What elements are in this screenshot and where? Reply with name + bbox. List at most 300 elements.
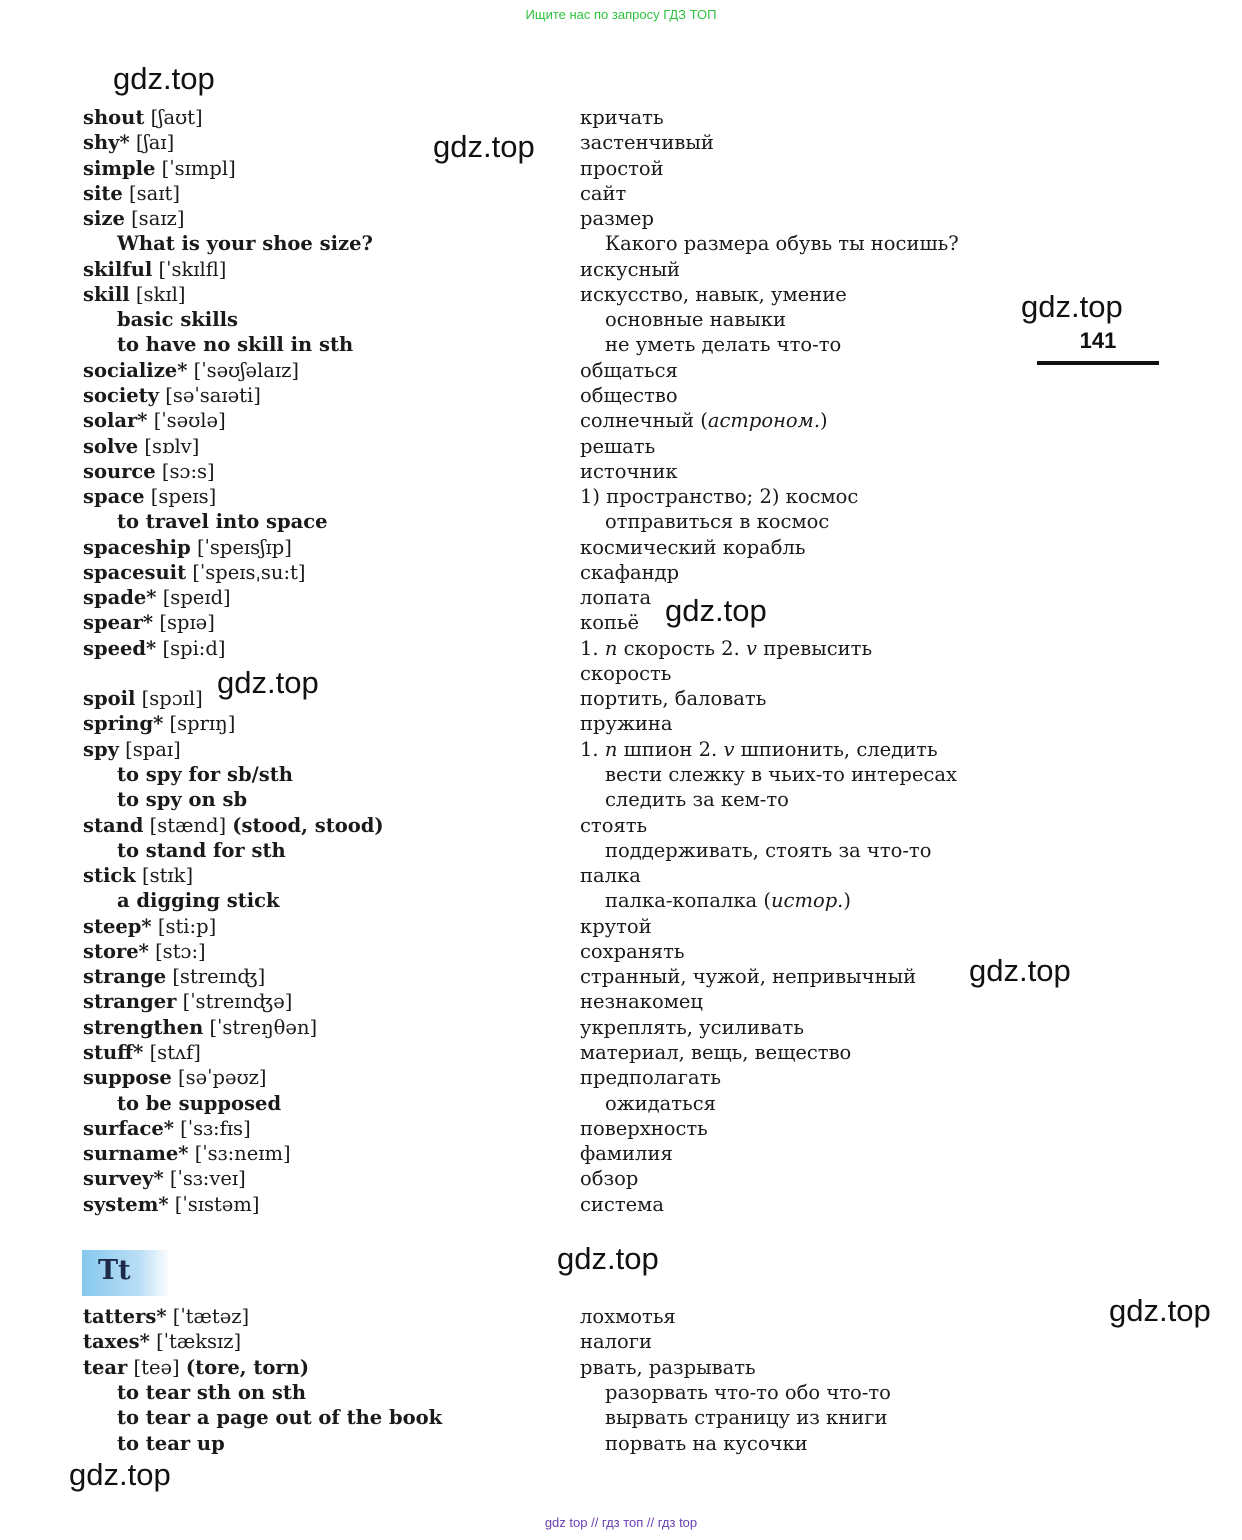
english-term (83, 408, 226, 433)
translation-text: кричать (580, 106, 664, 129)
entry-row (0, 105, 1242, 130)
entry-row (0, 813, 1242, 838)
entry-row (0, 711, 1242, 736)
english-term (83, 636, 225, 661)
transcription: [streɪnʤ] (172, 965, 266, 989)
english-term (83, 1141, 291, 1166)
headword: spring* (83, 712, 164, 736)
english-term (117, 307, 238, 332)
usage-label: истор. (770, 889, 844, 913)
translation-text: не уметь делать что-то (605, 333, 842, 357)
english-term (83, 1015, 317, 1040)
headword: to be supposed (117, 1091, 282, 1115)
entry-row (0, 1355, 1242, 1380)
russian-translation (580, 1040, 851, 1065)
russian-translation (580, 282, 847, 307)
section-header-t (82, 1250, 170, 1296)
watermark: gdz.top (217, 665, 319, 700)
english-term (83, 560, 306, 585)
headword: stuff* (83, 1040, 144, 1064)
transcription: [ˈsɪstəm] (174, 1192, 260, 1216)
russian-translation (580, 585, 651, 610)
headword: solar* (83, 409, 148, 433)
entry-row (0, 535, 1242, 560)
english-term (83, 964, 265, 989)
entry-row (0, 863, 1242, 888)
translation-text: решать (580, 434, 656, 458)
russian-translation (605, 1091, 716, 1116)
english-term (117, 231, 373, 256)
headword: to tear a page out of the book (117, 1406, 443, 1430)
english-term (83, 863, 193, 888)
russian-translation (580, 105, 664, 130)
headword: strengthen (83, 1015, 204, 1039)
page-number: 141 (1079, 328, 1117, 353)
entry-row (0, 964, 1242, 989)
headword: to tear sth on sth (117, 1380, 307, 1404)
headword: basic skills (117, 308, 239, 332)
translation-text: общество (580, 383, 678, 407)
entry-row (0, 408, 1242, 433)
entry-row (0, 686, 1242, 711)
headword: simple (83, 156, 156, 180)
transcription: [ˈtætəz] (172, 1305, 250, 1328)
english-term (83, 585, 231, 610)
english-term (83, 939, 206, 964)
english-term (83, 1166, 246, 1191)
english-term (83, 434, 199, 459)
headword: spade* (83, 586, 157, 610)
headword: to travel into space (117, 510, 328, 534)
headword: space (83, 485, 145, 509)
headword: steep* (83, 914, 152, 938)
russian-translation (580, 383, 678, 408)
headword: spaceship (83, 535, 191, 559)
transcription: [ʃaɪ] (135, 131, 175, 155)
english-term (83, 206, 184, 231)
english-term (83, 610, 215, 635)
translation-text: материал, вещь, вещество (580, 1040, 852, 1064)
headword: shy* (83, 131, 130, 155)
english-term (83, 686, 203, 711)
watermark: gdz.top (665, 593, 767, 628)
russian-translation: солнечный (астроном.) (580, 409, 828, 433)
russian-translation (580, 1329, 652, 1354)
russian-translation (580, 459, 678, 484)
translation-text: источник (580, 459, 678, 483)
transcription: [ˈtæksɪz] (156, 1330, 242, 1354)
english-term (83, 282, 185, 307)
russian-translation (580, 1116, 708, 1141)
headword: suppose (83, 1066, 172, 1090)
entry-row (0, 762, 1242, 787)
transcription: [stɔ:] (155, 939, 206, 963)
russian-translation (580, 434, 655, 459)
translation-text: поддерживать, стоять за что-то (605, 838, 932, 862)
transcription: [ˈsɜ:fɪs] (180, 1116, 251, 1140)
headword: spear* (83, 611, 154, 635)
translation-text: 1. (580, 737, 605, 761)
part-of-speech: v (745, 636, 758, 660)
russian-translation (605, 509, 829, 534)
headword: socialize* (83, 358, 188, 382)
english-term (83, 914, 216, 939)
russian-translation (605, 332, 841, 357)
translation-text: поверхность (580, 1116, 708, 1140)
russian-translation (580, 130, 714, 155)
russian-translation (605, 787, 789, 812)
headword: source (83, 459, 156, 483)
russian-translation (580, 1015, 804, 1040)
english-term (83, 535, 292, 560)
entry-row (0, 737, 1242, 762)
headword: system* (83, 1192, 169, 1216)
russian-translation (580, 1065, 721, 1090)
transcription: [ˈsəʊlə] (153, 409, 226, 433)
transcription: [ˈstreŋθən] (209, 1015, 318, 1039)
entry-row (0, 1166, 1242, 1191)
english-term (117, 1431, 225, 1456)
russian-translation (580, 358, 678, 383)
headword: store* (83, 939, 149, 963)
transcription: [spi:d] (162, 636, 226, 660)
translation-text: искусство, навык, умение (580, 282, 847, 306)
russian-translation (580, 914, 652, 939)
headword: a digging stick (117, 889, 280, 913)
transcription: [sti:p] (157, 914, 217, 938)
english-term (117, 1380, 306, 1405)
translation-text: порвать на кусочки (605, 1431, 808, 1455)
translation-text: система (580, 1192, 664, 1216)
headword: skilful (83, 257, 153, 281)
russian-translation (580, 737, 938, 762)
headword: skill (83, 282, 130, 306)
russian-translation (605, 762, 957, 787)
translation-text: скорость (580, 661, 672, 685)
transcription: [ˈskɪlfl] (158, 257, 227, 281)
entry-row (0, 1065, 1242, 1090)
transcription: [stʌf] (149, 1040, 201, 1064)
translation-text: портить, баловать (580, 687, 767, 711)
english-term (83, 1040, 201, 1065)
english-term (83, 1355, 309, 1380)
english-term (83, 484, 216, 509)
russian-translation (580, 1141, 673, 1166)
headword: solve (83, 434, 139, 458)
entry-row (0, 332, 1242, 357)
watermark: gdz.top (969, 953, 1071, 988)
russian-translation (580, 989, 703, 1014)
translation-text: 1) пространство; 2) космос (580, 485, 859, 509)
transcription: [ˈspeɪsʃɪp] (196, 535, 292, 559)
translation-text: сохранять (580, 939, 685, 963)
entry-row (0, 888, 1242, 913)
russian-translation (580, 484, 858, 509)
transcription: [ˈsɪmpl] (161, 156, 236, 180)
transcription: [skɪl] (135, 282, 186, 306)
russian-translation (580, 1166, 638, 1191)
english-term (83, 105, 203, 130)
part-of-speech: v (723, 737, 735, 761)
part-of-speech: n (604, 737, 618, 761)
translation-text: палка (580, 864, 641, 888)
transcription: [ˈsɜ:neɪm] (194, 1142, 291, 1166)
transcription: [ʃaʊt] (150, 106, 203, 129)
translation-text: шпион 2. (617, 737, 724, 761)
headword: survey* (83, 1167, 164, 1191)
english-term (117, 1091, 281, 1116)
translation-text: пружина (580, 712, 673, 736)
transcription: [spaɪ] (125, 737, 181, 761)
entry-row (0, 636, 1242, 661)
headword: to spy on sb (117, 788, 248, 812)
headword: to spy for sb/sth (117, 763, 293, 787)
transcription: [ˈsɜ:veɪ] (169, 1167, 246, 1191)
english-term (117, 1405, 442, 1430)
entry-row (0, 257, 1242, 282)
section-letter: Tt (98, 1255, 131, 1286)
translation-text: солнечный (580, 409, 694, 433)
translation-text: разорвать что-то обо что-то (605, 1380, 891, 1404)
footer-links[interactable]: gdz top // гдз топ // гдз top (544, 1515, 698, 1530)
english-term (83, 257, 226, 282)
translation-text: вести слежку в чьих-то интересах (605, 763, 957, 787)
watermark: gdz.top (1021, 289, 1123, 324)
english-term (83, 989, 292, 1014)
translation-text: застенчивый (580, 131, 714, 155)
translation-text: основные навыки (605, 308, 786, 332)
translation-text: стоять (580, 813, 648, 837)
headword: site (83, 181, 123, 205)
transcription: [sprɪŋ] (169, 712, 236, 736)
translation-text: скафандр (580, 560, 680, 584)
entry-row (0, 989, 1242, 1014)
entry-row (0, 383, 1242, 408)
headword: spacesuit (83, 560, 187, 584)
russian-translation (580, 964, 916, 989)
english-term (83, 1329, 241, 1354)
headword: surface* (83, 1116, 174, 1140)
headword: shout (83, 106, 145, 129)
russian-translation (580, 610, 639, 635)
entry-row (0, 787, 1242, 812)
entry-row (0, 1329, 1242, 1354)
translation-text: следить за кем-то (605, 788, 789, 812)
english-term (117, 838, 286, 863)
russian-translation: палка-копалка (истор.) (605, 889, 851, 913)
headword: stick (83, 864, 136, 888)
russian-translation (580, 206, 654, 231)
english-term (117, 332, 353, 357)
russian-translation (580, 257, 680, 282)
entry-row (0, 1015, 1242, 1040)
entry-row (0, 610, 1242, 635)
english-term (83, 1116, 251, 1141)
headword: strange (83, 965, 167, 989)
russian-translation (580, 181, 626, 206)
transcription: [speɪs] (150, 485, 217, 509)
russian-translation (605, 307, 786, 332)
russian-translation (605, 231, 959, 256)
entry-row (0, 156, 1242, 181)
headword: spoil (83, 687, 136, 711)
translation-text: превысить (757, 636, 873, 660)
verb-forms: (stood, stood) (232, 813, 384, 837)
russian-translation (580, 863, 641, 888)
translation-text: искусный (580, 257, 681, 281)
translation-text: предполагать (580, 1066, 722, 1090)
entry-row (0, 282, 1242, 307)
translation-text: укреплять, усиливать (580, 1015, 804, 1039)
entry-row (0, 1040, 1242, 1065)
entry-row (0, 1380, 1242, 1405)
entry-row (0, 661, 1242, 686)
watermark: gdz.top (113, 61, 215, 96)
russian-translation (580, 939, 684, 964)
translation-text: вырвать страницу из книги (605, 1406, 888, 1430)
translation-text: крутой (580, 914, 652, 938)
translation-text: Какого размера обувь ты носишь? (605, 232, 959, 256)
entry-row (0, 206, 1242, 231)
entry-row (0, 1405, 1242, 1430)
entry-row (0, 1091, 1242, 1116)
watermark: gdz.top (69, 1457, 171, 1492)
english-term (83, 130, 174, 155)
promo-banner[interactable]: Ищите нас по запросу ГДЗ ТОП (525, 7, 717, 22)
translation-text: шпионить, следить (734, 737, 938, 761)
headword: to tear up (117, 1431, 225, 1455)
transcription: [stænd] (149, 813, 227, 837)
entry-row (0, 231, 1242, 256)
headword: stranger (83, 990, 177, 1014)
part-of-speech: n (604, 636, 618, 660)
translation-text: обзор (580, 1167, 639, 1191)
transcription: [saɪz] (131, 207, 185, 231)
english-term (83, 737, 181, 762)
translation-text: лохмотья (580, 1305, 676, 1328)
headword: society (83, 383, 160, 407)
translation-text: странный, чужой, непривычный (580, 965, 917, 989)
russian-translation (580, 636, 872, 661)
translation-text: общаться (580, 358, 678, 382)
english-term (83, 813, 384, 838)
russian-translation (580, 535, 806, 560)
entry-row (0, 1431, 1242, 1456)
entry-row (0, 459, 1242, 484)
english-term (83, 383, 261, 408)
russian-translation (605, 838, 931, 863)
transcription: [ˈstreɪnʤə] (182, 990, 293, 1014)
entry-row (0, 939, 1242, 964)
entry-row (0, 181, 1242, 206)
translation-text: 1. (580, 636, 605, 660)
headword: surname* (83, 1142, 189, 1166)
translation-text: размер (580, 207, 654, 231)
headword: size (83, 207, 125, 231)
entry-row (0, 560, 1242, 585)
transcription: [səˈsaɪəti] (165, 383, 261, 407)
english-term (83, 358, 299, 383)
russian-translation (580, 661, 671, 686)
transcription: [ˈspeɪsˌsu:t] (192, 560, 306, 584)
headword: What is your shoe size? (117, 232, 373, 256)
english-term (117, 787, 247, 812)
entry-row (0, 585, 1242, 610)
headword: to stand for sth (117, 838, 286, 862)
watermark: gdz.top (433, 129, 535, 164)
usage-label: астроном. (707, 409, 821, 433)
headword: spy (83, 737, 119, 761)
english-term (117, 509, 328, 534)
english-term (83, 156, 236, 181)
translation-text: незнакомец (580, 990, 703, 1014)
english-term (83, 181, 180, 206)
headword: stand (83, 813, 144, 837)
russian-translation (580, 560, 679, 585)
translation-text: простой (580, 156, 664, 180)
english-term (117, 762, 293, 787)
entry-row (0, 1116, 1242, 1141)
transcription: [saɪt] (129, 181, 180, 205)
russian-translation (605, 1405, 887, 1430)
watermark: gdz.top (557, 1241, 659, 1276)
english-term (117, 888, 280, 913)
entry-row (0, 1304, 1242, 1329)
russian-translation (605, 1380, 891, 1405)
entry-row (0, 307, 1242, 332)
entry-row (0, 434, 1242, 459)
headword: tatters* (83, 1305, 167, 1328)
translation-text: рвать, разрывать (580, 1355, 756, 1379)
transcription: [ˈsəʊʃəlaɪz] (193, 358, 300, 382)
entry-row (0, 130, 1242, 155)
russian-translation (580, 1192, 664, 1217)
russian-translation (605, 1431, 808, 1456)
transcription: [sɔ:s] (161, 459, 215, 483)
entry-row (0, 484, 1242, 509)
transcription: [sɒlv] (144, 434, 200, 458)
translation-text: фамилия (580, 1142, 673, 1166)
russian-translation (580, 1355, 756, 1380)
verb-forms: (tore, torn) (185, 1355, 310, 1379)
headword: taxes* (83, 1330, 150, 1354)
entry-row (0, 358, 1242, 383)
russian-translation (580, 1304, 676, 1329)
english-term (83, 459, 215, 484)
translation-text: космический корабль (580, 535, 806, 559)
translation-text: лопата (580, 586, 652, 610)
entry-row (0, 509, 1242, 534)
headword: speed* (83, 636, 157, 660)
translation-text: налоги (580, 1330, 652, 1354)
translation-text: отправиться в космос (605, 510, 830, 534)
translation-text: ожидаться (605, 1091, 716, 1115)
english-term (83, 1192, 259, 1217)
russian-translation (580, 686, 766, 711)
watermark: gdz.top (1109, 1293, 1211, 1328)
entry-row (0, 1192, 1242, 1217)
english-term (83, 1304, 249, 1329)
russian-translation (580, 156, 664, 181)
translation-text: сайт (580, 181, 627, 205)
entry-row (0, 838, 1242, 863)
english-term (83, 711, 235, 736)
translation-text: копьё (580, 611, 640, 635)
entry-row (0, 1141, 1242, 1166)
transcription: [speɪd] (162, 586, 231, 610)
russian-translation (580, 711, 673, 736)
entry-row (0, 914, 1242, 939)
